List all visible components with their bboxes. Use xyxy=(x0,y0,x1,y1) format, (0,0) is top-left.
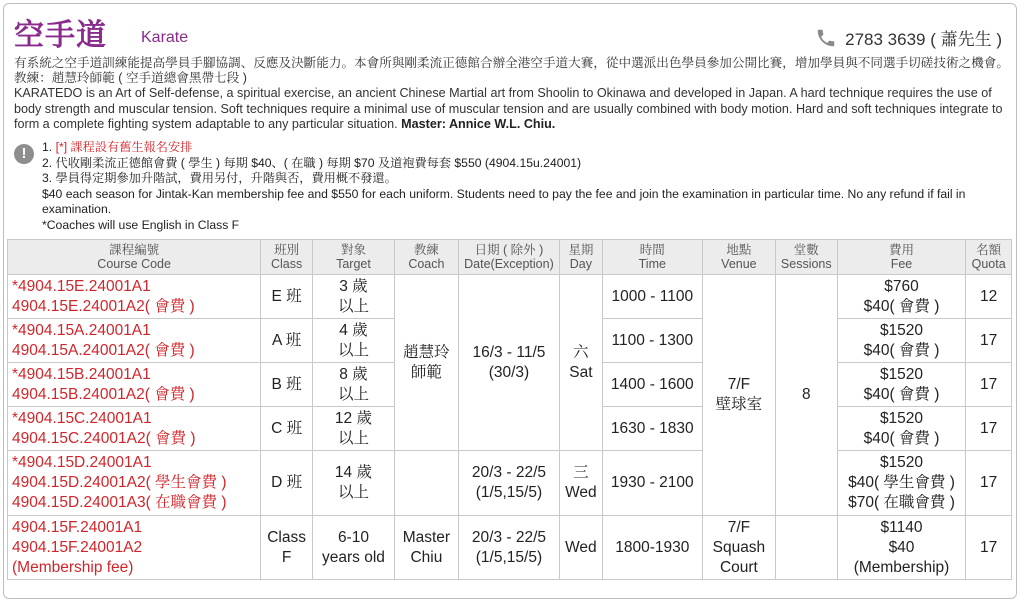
header-date: 日期 ( 除外 ) Date(Exception) xyxy=(458,240,559,275)
quota-cell: 17 xyxy=(966,363,1012,407)
note-1-mark: [*] 課程設有舊生報名安排 xyxy=(55,140,193,154)
table-row xyxy=(8,451,1012,516)
course-code-cell: *4904.15A.24001A1 4904.15A.24001A2( 會費 ) xyxy=(8,319,261,363)
class-cell: D 班 xyxy=(261,451,313,516)
day-cell: 六 Sat xyxy=(560,275,603,451)
note-5: *Coaches will use English in Class F xyxy=(42,217,240,232)
coach-cell: Master Chiu xyxy=(394,516,458,580)
header xyxy=(14,10,1014,50)
header-course-code: 課程編號 Course Code xyxy=(8,240,261,275)
class-cell: B 班 xyxy=(261,363,313,407)
fee-cell: $760 $40( 會費 ) xyxy=(837,275,966,319)
day-cell: Wed xyxy=(560,516,603,580)
fee-cell: $1140 $40 (Membership) xyxy=(837,516,966,580)
coach-cell: 趙慧玲 師範 xyxy=(394,275,458,451)
time-cell: 1400 - 1600 xyxy=(602,363,702,407)
table-header-row xyxy=(8,240,1012,275)
header-target: 對象 Target xyxy=(312,240,394,275)
target-cell: 6-10 years old xyxy=(312,516,394,580)
note-4: $40 each season for Jintak-Kan membership fee and $550 for each uniform. Students need to pay the fee and join the examination in particular time. No any refund if fail in examination. xyxy=(42,186,966,216)
target-cell: 4 歲 以上 xyxy=(312,319,394,363)
notes-section xyxy=(14,140,1014,233)
table-row xyxy=(8,516,1012,580)
course-code-cell: 4904.15F.24001A1 4904.15F.24001A2 (Membership fee) xyxy=(8,516,261,580)
sessions-cell xyxy=(775,516,837,580)
day-cell: 三 Wed xyxy=(560,451,603,516)
class-cell: A 班 xyxy=(261,319,313,363)
target-cell: 12 歲 以上 xyxy=(312,407,394,451)
class-cell: C 班 xyxy=(261,407,313,451)
time-cell: 1000 - 1100 xyxy=(602,275,702,319)
header-class: 班別 Class xyxy=(261,240,313,275)
intro-section xyxy=(14,56,1014,132)
fee-cell: $1520 $40( 會費 ) xyxy=(837,407,966,451)
venue-cell: 7/F 壁球室 xyxy=(702,275,775,516)
course-code-cell: *4904.15B.24001A1 4904.15B.24001A2( 會費 ) xyxy=(8,363,261,407)
master-name: Master: Annice W.L. Chiu. xyxy=(401,116,556,131)
quota-cell: 17 xyxy=(966,319,1012,363)
course-code-cell: *4904.15D.24001A1 4904.15D.24001A2( 學生會費 ) 4904.15D.24001A3( 在職會費 ) xyxy=(8,451,261,516)
quota-cell: 17 xyxy=(966,451,1012,516)
time-cell: 1930 - 2100 xyxy=(602,451,702,516)
phone-contact xyxy=(815,25,1002,50)
target-cell: 14 歲 以上 xyxy=(312,451,394,516)
note-1: 1. [*] 課程設有舊生報名安排 xyxy=(42,140,193,154)
intro-english-text: KARATEDO is an Art of Self-defense, a spiritual exercise, an ancient Chinese Martial art from Shoolin to Okinawa and developed in Japan. A hard technique requires the use of body strength and muscular tension. Soft techniques require a minimal use of muscular tension and are usually combined with body motion. Hard and soft techniques integrate to form a complete fighting system adaptable to any particular situation. xyxy=(14,86,1003,131)
header-fee: 費用 Fee xyxy=(837,240,966,275)
quota-cell: 12 xyxy=(966,275,1012,319)
intro-english xyxy=(14,86,1014,132)
time-cell: 1630 - 1830 xyxy=(602,407,702,451)
date-cell: 20/3 - 22/5 (1/5,15/5) xyxy=(458,516,559,580)
coach-cell xyxy=(394,451,458,516)
table-row xyxy=(8,275,1012,319)
fee-cell: $1520 $40( 會費 ) xyxy=(837,363,966,407)
title-chinese: 空手道 xyxy=(14,19,107,52)
note-3: 3. 學員得定期參加升階試，費用另付，升階與否，費用概不發還。 xyxy=(42,171,397,185)
header-sessions: 堂數 Sessions xyxy=(775,240,837,275)
quota-cell: 17 xyxy=(966,407,1012,451)
fee-cell: $1520 $40( 學生會費 ) $70( 在職會費 ) xyxy=(837,451,966,516)
target-cell: 3 歲 以上 xyxy=(312,275,394,319)
target-cell: 8 歲 以上 xyxy=(312,363,394,407)
course-code-cell: *4904.15E.24001A1 4904.15E.24001A2( 會費 ) xyxy=(8,275,261,319)
title-english: Karate xyxy=(141,29,189,46)
phone-icon xyxy=(815,27,837,49)
header-coach: 教練 Coach xyxy=(394,240,458,275)
time-cell: 1800-1930 xyxy=(602,516,702,580)
note-2: 2. 代收剛柔流正德館會費 ( 學生 ) 每期 $40、( 在職 ) 每期 $70 及道袍費每套 $550 (4904.15u.24001) xyxy=(42,155,582,170)
date-cell: 20/3 - 22/5 (1/5,15/5) xyxy=(458,451,559,516)
header-time: 時間 Time xyxy=(602,240,702,275)
date-cell: 16/3 - 11/5 (30/3) xyxy=(458,275,559,451)
header-quota: 名額 Quota xyxy=(966,240,1012,275)
class-cell: Class F xyxy=(261,516,313,580)
venue-cell: 7/F Squash Court xyxy=(702,516,775,580)
course-table xyxy=(7,239,1012,580)
intro-chinese: 有系統之空手道訓練能提高學員手腳協調、反應及決斷能力。本會所與剛柔流正德館合辦全港空手道大賽，從中選派出色學員參加公開比賽，增加學員與不同選手切磋技術之機會。教練：趙慧玲師範 ( 空手道總會黑帶七段 ) xyxy=(14,56,1009,86)
fee-cell: $1520 $40( 會費 ) xyxy=(837,319,966,363)
phone-number: 2783 3639 ( 蕭先生 ) xyxy=(845,30,1002,49)
course-code-cell: *4904.15C.24001A1 4904.15C.24001A2( 會費 ) xyxy=(8,407,261,451)
header-venue: 地點 Venue xyxy=(702,240,775,275)
quota-cell: 17 xyxy=(966,516,1012,580)
sessions-cell: 8 xyxy=(775,275,837,516)
exclamation-icon: ! xyxy=(14,144,34,164)
class-cell: E 班 xyxy=(261,275,313,319)
header-day: 星期 Day xyxy=(560,240,603,275)
time-cell: 1100 - 1300 xyxy=(602,319,702,363)
